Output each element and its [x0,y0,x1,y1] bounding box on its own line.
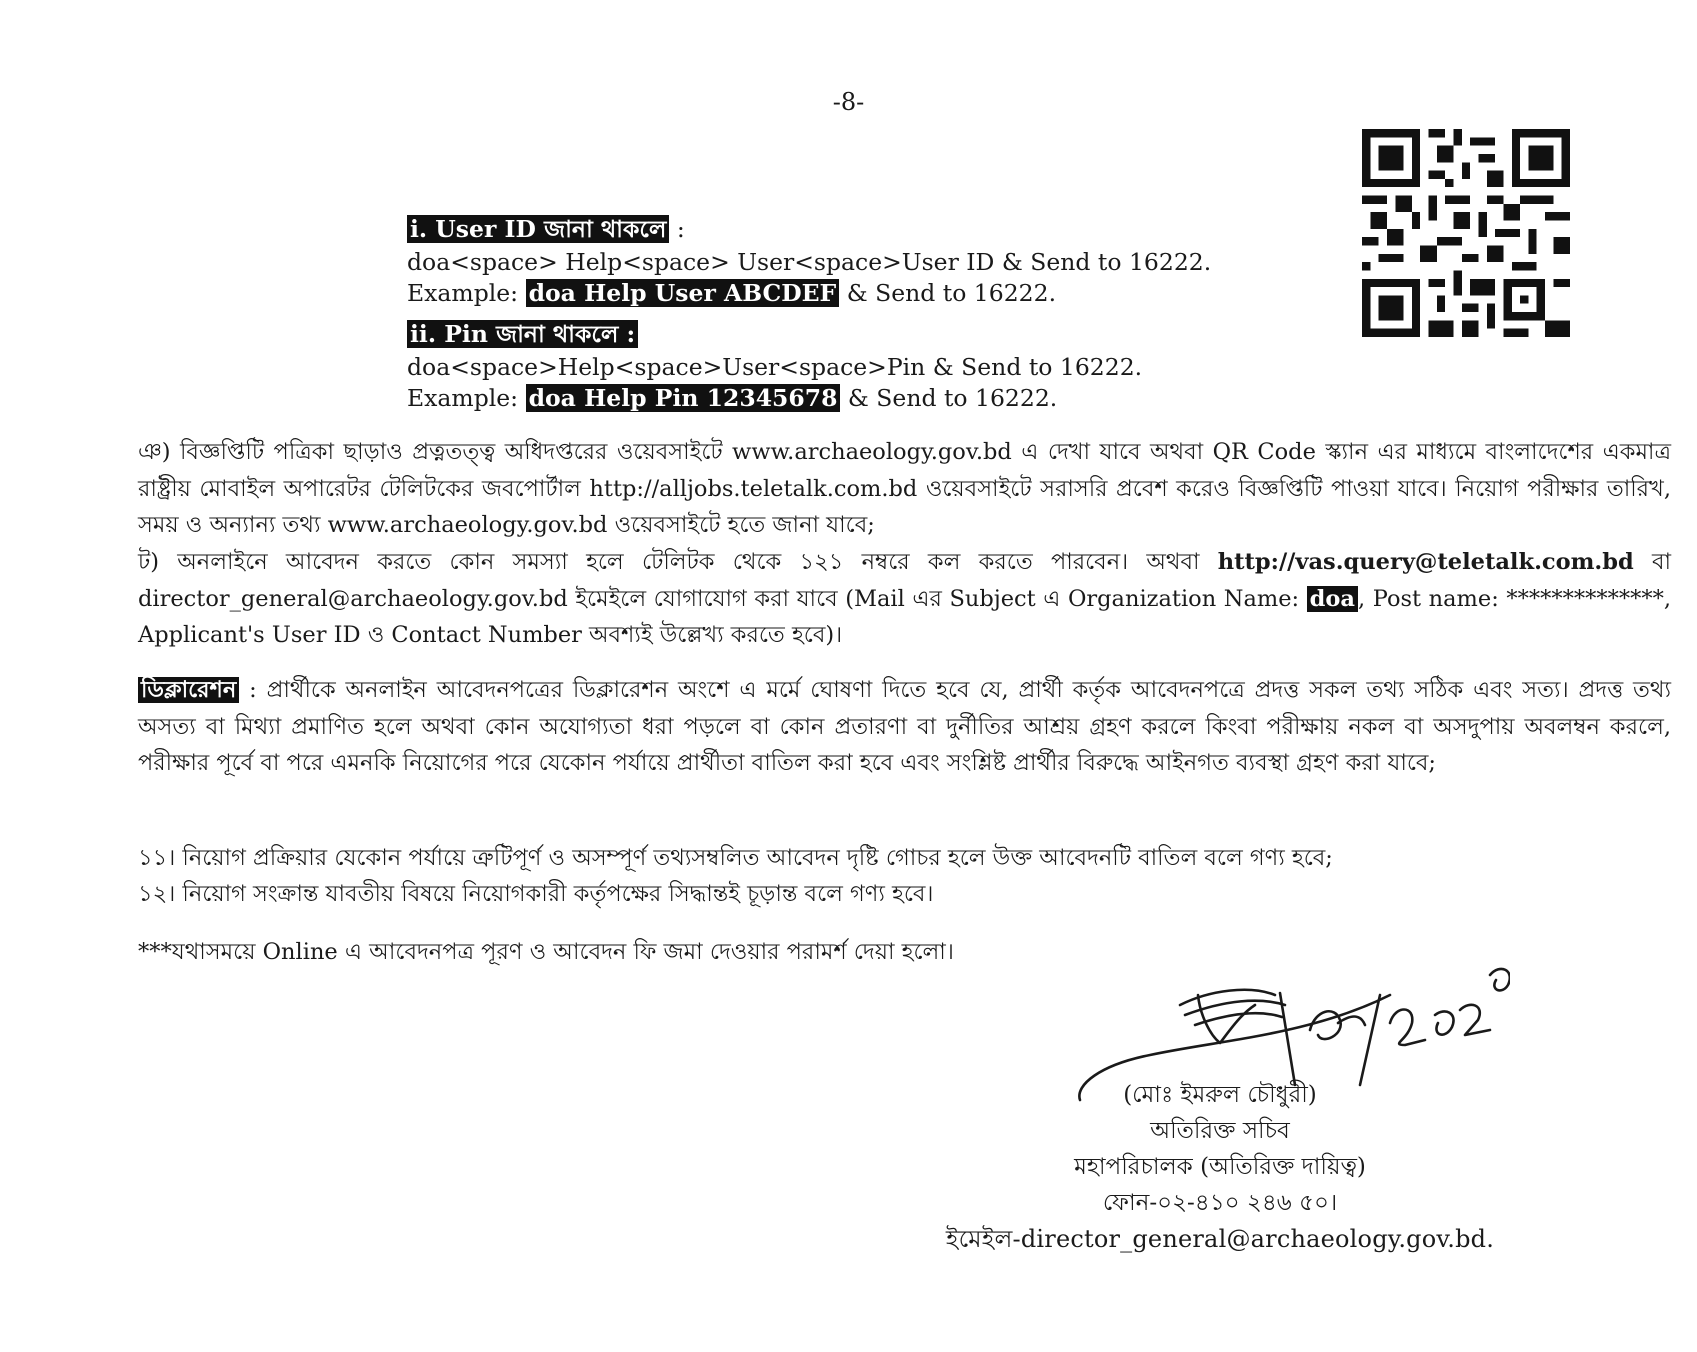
user-id-format: doa<space> Help<space> User<space>User ID & Send to 16222. [407,248,1212,276]
declaration-paragraph: ডিক্লারেশন : প্রার্থীকে অনলাইন আবেদনপত্রের ডিক্লারেশন অংশে এ মর্মে ঘোষণা দিতে হবে যে, প্রার্থী কর্তৃক আবেদনপত্রে প্রদত্ত সকল তথ্য সঠিক এবং সত্য। প্রদত্ত তথ্য অসত্য বা মিথ্যা প্রমাণিত হলে অথবা কোন অযোগ্যতা ধরা পড়লে বা কোন প্রতারণা বা দুর্নীতির আশ্রয় গ্রহণ করলে কিংবা পরীক্ষায় নকল বা অসদুপায় অবলম্বন করলে, পরীক্ষার পূর্বে বা পরে এমনকি নিয়োগের পরে যেকোন পর্যায়ে প্রার্থীতা বাতিল করা হবে এবং সংশ্লিষ্ট প্রার্থীর বিরুদ্ধে আইনগত ব্যবস্থা গ্রহণ করা যাবে; [138,677,1671,776]
org-name-highlight: doa [1307,586,1358,612]
declaration-label: ডিক্লারেশন [138,677,239,703]
signatory-name: (মোঃ ইমরুল চৌধুরী) [1123,1082,1317,1108]
item-12: ১২। নিয়োগ সংক্রান্ত যাবতীয় বিষয়ে নিয়োগকারী কর্তৃপক্ষের সিদ্ধান্তই চূড়ান্ত বলে গণ্য হবে। [138,881,934,907]
signatory-role: মহাপরিচালক (অতিরিক্ত দায়িত্ব) [1074,1154,1366,1180]
user-id-example-code: doa Help User ABCDEF [526,279,840,307]
pin-example-code: doa Help Pin 12345678 [526,384,841,412]
page-number: -8- [832,88,865,116]
signatory-email[interactable]: ইমেইল-director_general@archaeology.gov.bd. [945,1225,1495,1253]
notice-paragraph: ঞ) বিজ্ঞপ্তিটি পত্রিকা ছাড়াও প্রত্নতত্ত্ব অধিদপ্তরের ওয়েবসাইটে www.archaeology.gov.bd এ দেখা যাবে অথবা QR Code স্ক্যান এর মাধ্যমে বাংলাদেশের একমাত্র রাষ্ট্রীয় মোবাইল অপারেটর টেলিটকের জবপোর্টাল http://alljobs.teletalk.com.bd ওয়েবসাইটে সরাসরি প্রবেশ করেও বিজ্ঞপ্তিটি পাওয়া যাবে। নিয়োগ পরীক্ষার তারিখ, সময় ও অন্যান্য তথ্য www.archaeology.gov.bd ওয়েবসাইটে হতে জানা যাবে; [138,439,1671,538]
advice-line: ***যথাসময়ে Online এ আবেদনপত্র পূরণ ও আবেদন ফি জমা দেওয়ার পরামর্শ দেয়া হলো। [138,939,954,965]
pin-format: doa<space>Help<space>User<space>Pin & Send to 16222. [407,353,1143,381]
sms-help-block [407,212,1267,414]
pin-example: Example: doa Help Pin 12345678 & Send to 16222. [407,384,1058,412]
help-paragraph: ট) অনলাইনে আবেদন করতে কোন সমস্যা হলে টেলিটক থেকে ১২১ নম্বরে কল করতে পারবেন। অথবা http://vas.query@teletalk.com.bd বা director_general@archaeology.gov.bd ইমেইলে যোগাযোগ করা যাবে (Mail এর Subject এ Organization Name: doa , Post name: **************, Applicant's User ID ও Contact Number অবশ্যই উল্লেখ্য করতে হবে)। [138,549,1672,648]
signatory-designation: অতিরিক্ত সচিব [1150,1118,1290,1144]
signatory-block [880,1077,1560,1257]
signature-date: ২৭/০২/২০২৩ [1170,1000,1265,1019]
help-link[interactable]: http://vas.query@teletalk.com.bd [1217,549,1634,575]
signatory-phone: ফোন-০২-৪১০ ২৪৬ ৫০। [1102,1190,1338,1216]
user-id-heading-label: i. User ID জানা থাকলে [407,215,669,243]
pin-heading-label: ii. Pin জানা থাকলে : [407,320,638,348]
user-id-heading: i. User ID জানা থাকলে : [407,214,1267,245]
item-11: ১১। নিয়োগ প্রক্রিয়ার যেকোন পর্যায়ে ত্রুটিপূর্ণ ও অসম্পূর্ণ তথ্যসম্বলিত আবেদন দৃষ্টি গোচর হলে উক্ত আবেদনটি বাতিল বলে গণ্য হবে; [138,845,1333,871]
qr-code-icon[interactable] [1362,128,1570,338]
user-id-example: Example: doa Help User ABCDEF & Send to 16222. [407,279,1057,307]
pin-heading [407,319,1267,350]
